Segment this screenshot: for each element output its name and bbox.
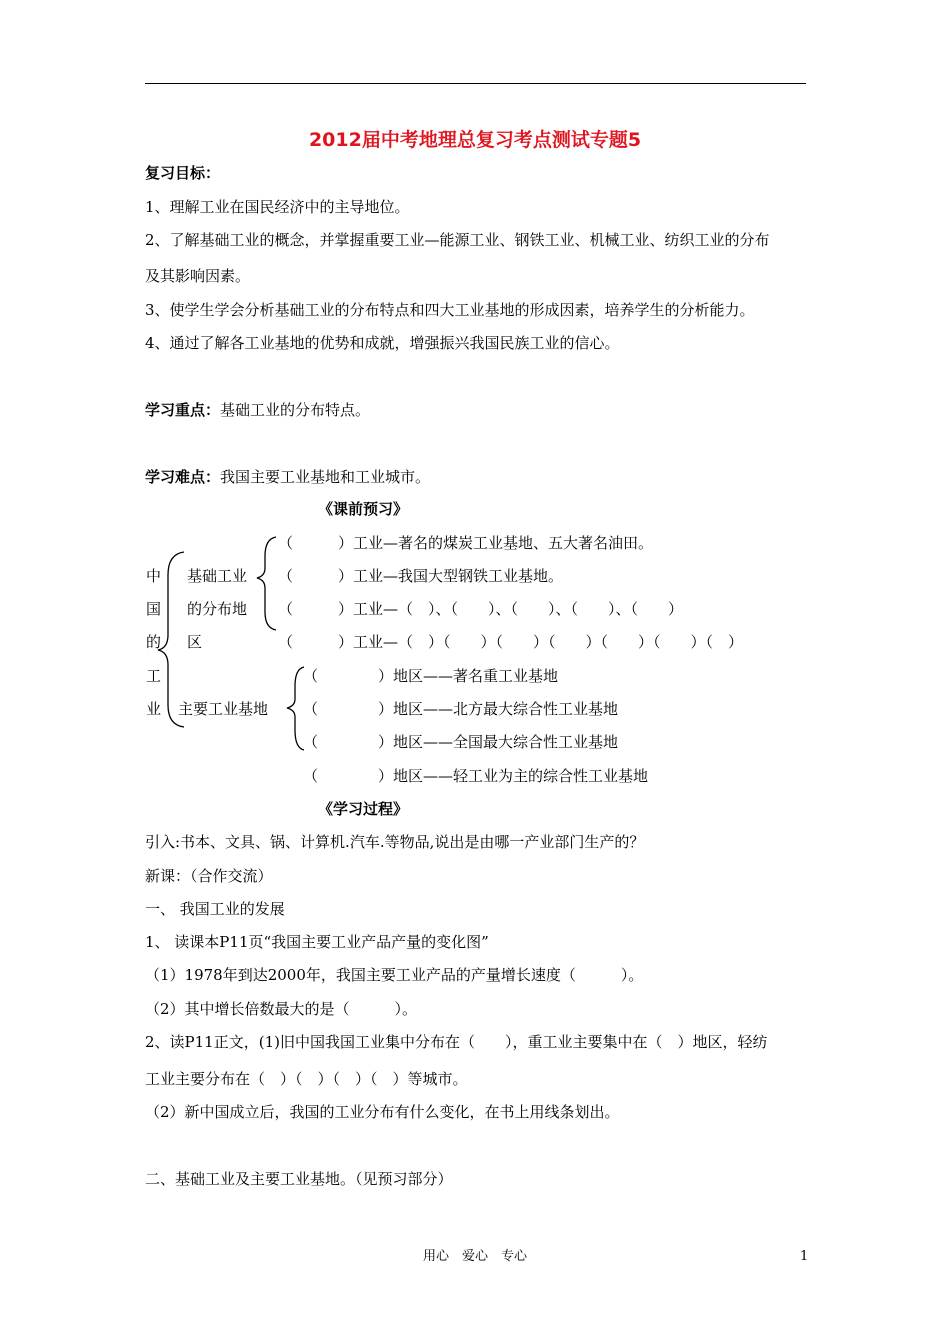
process-line: 工业主要分布在（ ）（ ）（ ）（ ）等城市。 <box>145 1070 468 1088</box>
root-char: 中 <box>146 567 162 585</box>
basic-industry-brace <box>257 537 276 630</box>
process-line: （1）1978年到达2000年，我国主要工业产品的产量增长速度（ ）。 <box>145 966 644 984</box>
root-char: 国 <box>146 600 162 618</box>
process-line: 二、基础工业及主要工业基地。（见预习部分） <box>145 1170 453 1188</box>
goal-item: 3、使学生学会分析基础工业的分布特点和四大工业基地的形成因素，培养学生的分析能力。 <box>145 301 755 319</box>
root-char: 的 <box>146 633 162 651</box>
page-title: 2012届中考地理总复习考点测试专题5 <box>308 129 642 151</box>
process-line: 一、 我国工业的发展 <box>145 900 285 918</box>
industrial-base-brace <box>287 667 304 750</box>
process-line: （2）其中增长倍数最大的是（ ）。 <box>145 1000 418 1018</box>
basic-industry-label: 的分布地 <box>187 600 248 618</box>
goal-item: 4、通过了解各工业基地的优势和成就，增强振兴我国民族工业的信心。 <box>145 334 620 352</box>
focus-label: 学习重点： <box>145 401 221 419</box>
process-line: 2、读P11正文，(1)旧中国我国工业集中分布在（ ），重工业主要集中在（ ）地区，轻纺 <box>145 1033 768 1051</box>
page-number: 1 <box>800 1249 809 1264</box>
process-line: 引入:书本、文具、锅、计算机.汽车.等物品,说出是由哪一产业部门生产的？ <box>145 833 645 851</box>
basic-industry-item: （ ）工业—我国大型钢铁工业基地。 <box>278 567 564 585</box>
goals-heading: 复习目标： <box>145 164 221 182</box>
goal-item: 1、理解工业在国民经济中的主导地位。 <box>145 198 410 216</box>
header-rule <box>145 83 806 84</box>
process-line: 新课：（合作交流） <box>145 867 273 885</box>
difficulty-line <box>145 467 430 487</box>
industrial-base-item: （ ）地区——著名重工业基地 <box>303 667 559 685</box>
basic-industry-label: 基础工业 <box>187 567 248 585</box>
focus-text: 基础工业的分布特点。 <box>220 401 371 419</box>
basic-industry-item: （ ）工业—著名的煤炭工业基地、五大著名油田。 <box>278 534 654 552</box>
difficulty-text: 我国主要工业基地和工业城市。 <box>220 468 431 486</box>
preview-heading: 《课前预习》 <box>318 500 409 518</box>
footer-motto: 用心 爱心 专心 <box>422 1249 527 1264</box>
process-line: 1、 读课本P11页“我国主要工业产品产量的变化图” <box>145 933 489 951</box>
industrial-base-item: （ ）地区——北方最大综合性工业基地 <box>303 700 619 718</box>
basic-industry-label: 区 <box>187 633 203 651</box>
root-char: 工 <box>146 667 162 685</box>
industrial-base-label: 主要工业基地 <box>178 700 269 718</box>
difficulty-label: 学习难点： <box>145 468 221 486</box>
goal-item: 及其影响因素。 <box>145 267 251 285</box>
industrial-base-item: （ ）地区——全国最大综合性工业基地 <box>303 733 619 751</box>
basic-industry-item: （ ）工业—（ ）、（ ）、（ ）、（ ）、（ ） <box>278 600 684 618</box>
process-line: （2）新中国成立后，我国的工业分布有什么变化，在书上用线条划出。 <box>145 1103 620 1121</box>
basic-industry-item: （ ）工业—（ ）（ ）（ ）（ ）（ ）（ ）（ ） <box>278 633 744 651</box>
process-heading: 《学习过程》 <box>318 800 409 818</box>
goal-item: 2、了解基础工业的概念，并掌握重要工业—能源工业、钢铁工业、机械工业、纺织工业的分布 <box>145 231 770 249</box>
root-char: 业 <box>146 700 162 718</box>
focus-line <box>145 400 370 420</box>
industrial-base-item: （ ）地区——轻工业为主的综合性工业基地 <box>303 767 649 785</box>
